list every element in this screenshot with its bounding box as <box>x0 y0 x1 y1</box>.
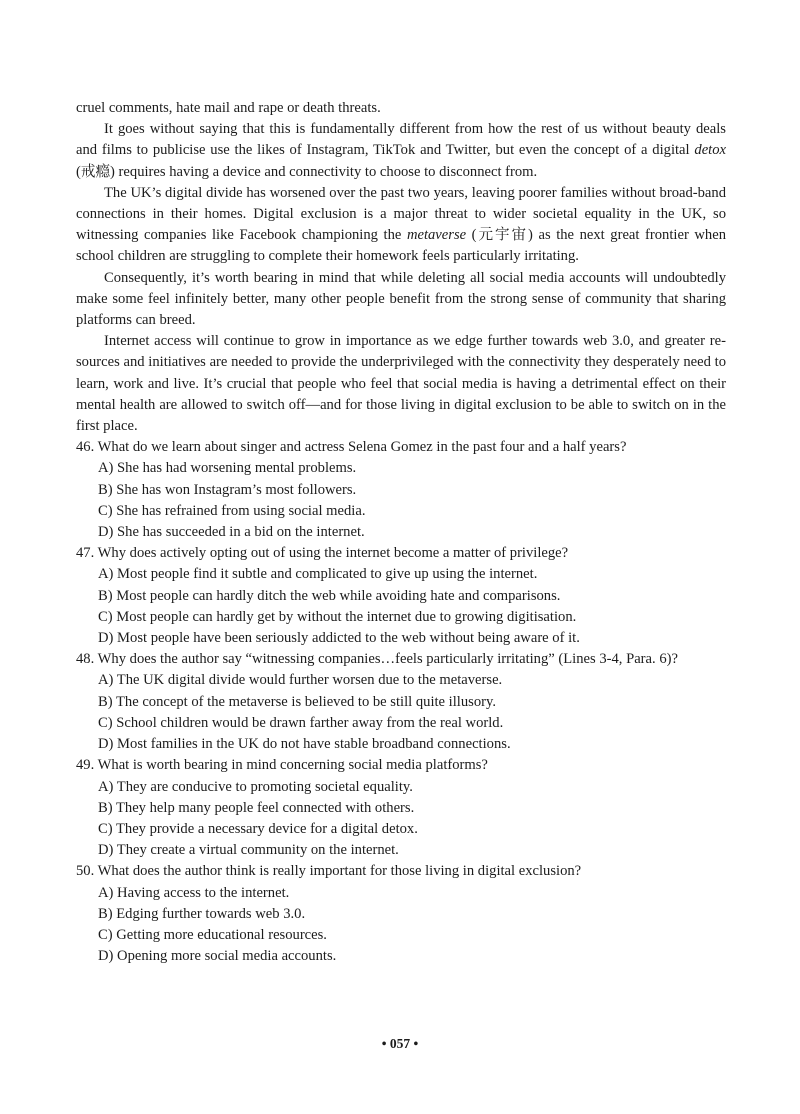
question <box>76 437 726 543</box>
text: (元宇宙) as the next great frontier when school children are struggling to complete their homework feels particularly irritating. <box>76 227 726 265</box>
answer-option: C) She has refrained from using social media. <box>98 502 366 519</box>
italic-term: detox <box>694 142 726 159</box>
question <box>76 543 726 649</box>
question-stem: 49. What is worth bearing in mind concerning social media platforms? <box>76 757 488 774</box>
text: (戒瘾) requires having a device and connectivity to choose to disconnect from. <box>76 163 538 180</box>
page-number: • 057 • <box>381 1036 419 1051</box>
answer-option: C) They provide a necessary device for a digital detox. <box>98 820 418 837</box>
question <box>76 649 726 755</box>
question-list <box>76 437 726 967</box>
question <box>76 755 726 861</box>
text: The UK’s digital divide has worsened over the past two years, leaving poorer families without broad-band connections in their homes. Digital exclusion is a major threat to wider societal equality in the UK, so witnessing companies like Facebook championing the <box>76 184 726 244</box>
question-stem: 47. Why does actively opting out of using the internet become a matter of privilege? <box>76 545 569 562</box>
passage-paragraph: cruel comments, hate mail and rape or death threats. <box>76 100 381 116</box>
answer-option: A) Most people find it subtle and complicated to give up using the internet. <box>98 566 538 583</box>
answer-option: D) Opening more social media accounts. <box>98 948 337 965</box>
answer-option: A) She has had worsening mental problems. <box>98 460 357 477</box>
content <box>76 98 726 967</box>
answer-option: B) Edging further towards web 3.0. <box>98 905 306 922</box>
passage-paragraph: Internet access will continue to grow in importance as we edge further towards web 3.0, and greater re-sources and initiatives are needed to provide the underprivileged with the connectivity they desperately need to learn, work and live. It’s crucial that people who feel that social media is having a detrimental effect on their mental health are allowed to switch off—and for those living in digital exclusion to be able to switch on in the first place. <box>76 333 726 435</box>
answer-option: A) The UK digital divide would further worsen due to the metaverse. <box>98 672 503 689</box>
answer-option: D) She has succeeded in a bid on the internet. <box>98 524 365 541</box>
question-stem: 48. Why does the author say “witnessing companies…feels particularly irritating” (Lines 3-4, Para. 6)? <box>76 651 678 668</box>
question-stem: 50. What does the author think is really important for those living in digital exclusion? <box>76 863 582 880</box>
italic-term: metaverse <box>406 227 467 244</box>
answer-option: B) The concept of the metaverse is believed to be still quite illusory. <box>98 693 496 710</box>
answer-option: B) Most people can hardly ditch the web while avoiding hate and comparisons. <box>98 587 561 604</box>
passage-paragraph <box>76 183 726 268</box>
answer-option: B) They help many people feel connected with others. <box>98 799 415 816</box>
text: It goes without saying that this is fundamentally different from how the rest of us without beauty deals and films to publicise use the likes of Instagram, TikTok and Twitter, but even the concept of a digital <box>76 121 726 159</box>
answer-option: A) Having access to the internet. <box>98 884 290 901</box>
question <box>76 861 726 967</box>
answer-option: D) Most families in the UK do not have stable broadband connections. <box>98 736 511 753</box>
question-stem: 46. What do we learn about singer and actress Selena Gomez in the past four and a half years? <box>76 439 627 456</box>
answer-option: B) She has won Instagram’s most followers. <box>98 481 357 498</box>
answer-option: C) Getting more educational resources. <box>98 926 327 943</box>
answer-option: C) School children would be drawn farther away from the real world. <box>98 714 504 731</box>
answer-option: D) Most people have been seriously addicted to the web without being aware of it. <box>98 630 580 647</box>
passage-paragraph: Consequently, it’s worth bearing in mind that while deleting all social media accounts will undoubtedly make some feel infinitely better, many other people benefit from the strong sense of community that sharing platforms can breed. <box>76 269 726 329</box>
answer-option: A) They are conducive to promoting societal equality. <box>98 778 413 795</box>
answer-option: C) Most people can hardly get by without the internet due to growing digitisation. <box>98 608 577 625</box>
passage-paragraph <box>76 119 726 183</box>
answer-option: D) They create a virtual community on the internet. <box>98 842 399 859</box>
